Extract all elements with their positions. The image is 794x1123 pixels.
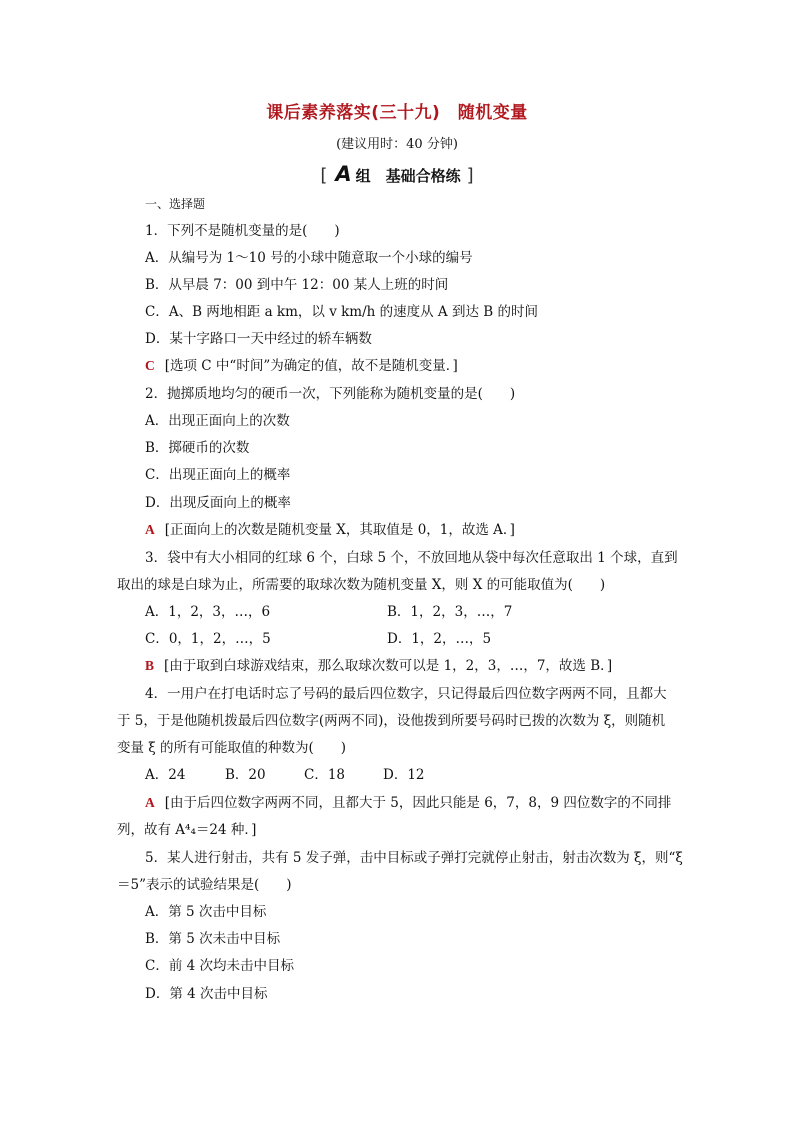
q1-answer-row — [145, 357, 458, 375]
group-heading — [0, 162, 794, 186]
q3-option-a: A．1，2，3，…，6 — [145, 604, 271, 620]
q1-option-d: D．某十字路口一天中经过的轿车辆数 — [145, 331, 372, 347]
q2-option-d: D．出现反面向上的概率 — [145, 495, 291, 511]
q5-option-c: C．前 4 次均未击中目标 — [145, 958, 295, 974]
q4-stem-line3: 变量 ξ 的所有可能取值的种数为( ) — [117, 740, 347, 756]
page-title: 课后素养落实(三十九) 随机变量 — [266, 103, 528, 123]
suggested-time: (建议用时：40 分钟) — [336, 137, 458, 152]
q2-option-a: A．出现正面向上的次数 — [145, 413, 290, 429]
q4-explanation-line1: [由于后四位数字两两不同，且都大于 5，因此只能是 6，7，8，9 四位数字的不同排 — [164, 795, 672, 811]
q4-option-b: B．20 — [225, 767, 266, 783]
group-label: 组 基础合格练 — [355, 167, 461, 185]
q2-stem: 2．抛掷质地均匀的硬币一次，下列能称为随机变量的是( ) — [145, 386, 516, 402]
q1-stem: 1．下列不是随机变量的是( ) — [145, 223, 340, 239]
q3-answer: B — [145, 658, 155, 673]
q4-stem-line2: 于 5，于是他随机拨最后四位数字(两两不同)，设他拨到所要号码时已拨的次数为 ξ，则随机 — [117, 713, 666, 729]
q2-explanation: [正面向上的次数是随机变量 X，其取值是 0，1，故选 A．] — [164, 522, 515, 538]
q3-option-b: B．1，2，3，…，7 — [387, 604, 513, 620]
q4-stem-line1: 4．一用户在打电话时忘了号码的最后四位数字，只记得最后四位数字两两不同，且都大 — [145, 686, 667, 702]
q3-option-c: C．0，1，2，…，5 — [145, 631, 271, 647]
q2-option-b: B．掷硬币的次数 — [145, 440, 250, 456]
q1-answer: C — [145, 358, 155, 373]
q5-stem-line2: ＝5”表示的试验结果是( ) — [117, 877, 292, 893]
group-letter: A — [335, 162, 352, 186]
q3-explanation: [由于取到白球游戏结束，那么取球次数可以是 1，2，3，…，7，故选 B．] — [164, 658, 613, 674]
q5-option-d: D．第 4 次击中目标 — [145, 986, 268, 1002]
q4-option-d: D．12 — [383, 767, 425, 783]
q3-option-d: D．1，2，…，5 — [387, 631, 492, 647]
q3-stem-line1: 3．袋中有大小相同的红球 6 个，白球 5 个，不放回地从袋中每次任意取出 1 个球，直到 — [145, 550, 678, 566]
q2-answer: A — [145, 522, 155, 537]
q1-option-a: A．从编号为 1～10 号的小球中随意取一个小球的编号 — [145, 250, 473, 266]
q4-answer-row — [145, 794, 671, 812]
q4-option-a: A．24 — [145, 767, 186, 783]
q3-stem-line2: 取出的球是白球为止，所需要的取球次数为随机变量 X，则 X 的可能取值为( ) — [117, 577, 606, 593]
q2-option-c: C．出现正面向上的概率 — [145, 467, 291, 483]
q1-option-b: B．从早晨 7：00 到中午 12：00 某人上班的时间 — [145, 277, 449, 293]
q3-answer-row — [145, 657, 612, 675]
q1-explanation: [选项 C 中“时间”为确定的值，故不是随机变量．] — [164, 358, 458, 374]
group-bracket-left: [ — [320, 165, 328, 186]
q5-option-b: B．第 5 次未击中目标 — [145, 931, 281, 947]
section-heading: 一、选择题 — [145, 197, 206, 211]
q2-answer-row — [145, 521, 515, 539]
q4-explanation-line2: 列，故有 A⁴₄＝24 种．] — [117, 822, 257, 838]
q4-answer: A — [145, 795, 155, 810]
q1-option-c: C．A、B 两地相距 a km，以 v km/h 的速度从 A 到达 B 的时间 — [145, 304, 538, 320]
q5-stem-line1: 5．某人进行射击，共有 5 发子弹，击中目标或子弹打完就停止射击，射击次数为 ξ，则“ξ — [145, 850, 683, 866]
q5-option-a: A．第 5 次击中目标 — [145, 904, 267, 920]
q4-option-c: C．18 — [304, 767, 346, 783]
group-bracket-right: ] — [466, 165, 474, 186]
